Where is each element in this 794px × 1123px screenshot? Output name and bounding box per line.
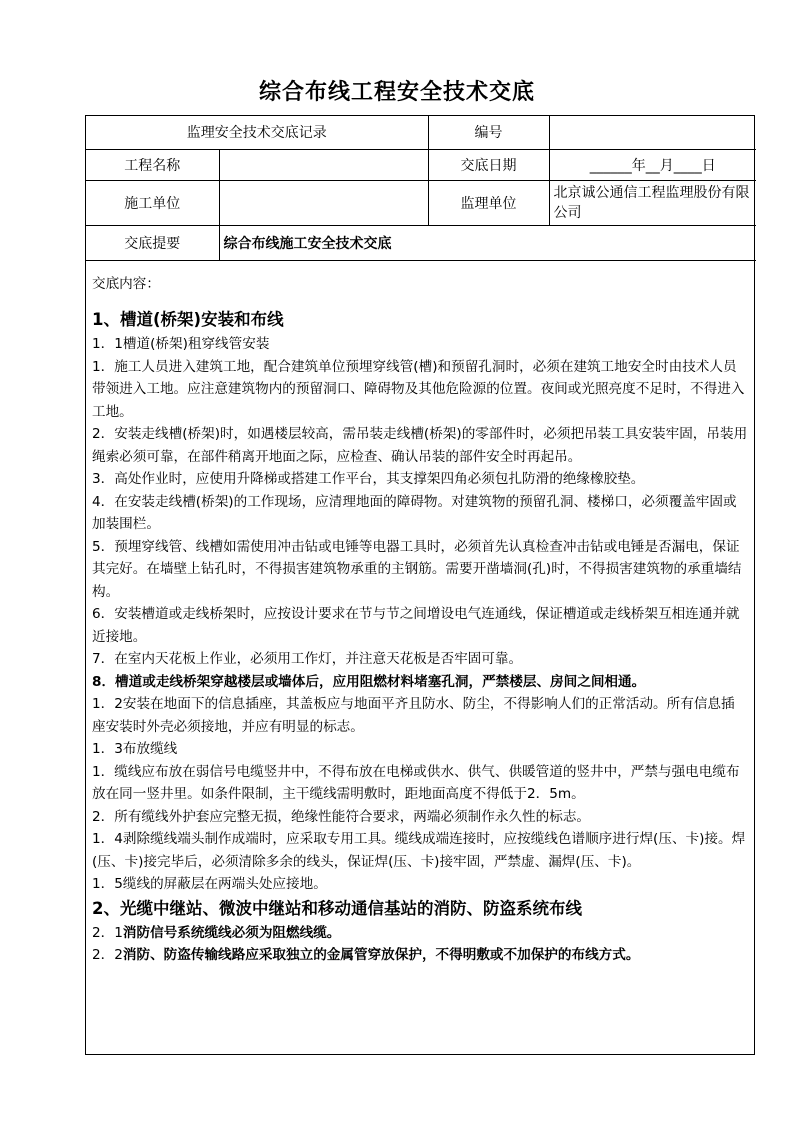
item-text-bold: 消防、防盗传输线路应采取独立的金属管穿放保护，不得明敷或不加保护的布线方式。: [122, 947, 640, 963]
item-number: 2．2: [92, 947, 123, 963]
section-heading-1: 1、槽道(桥架)安装和布线: [92, 310, 284, 329]
paragraph: 1．1槽道(桥架)租穿线管安装: [92, 336, 270, 352]
paragraph: 1．3布放缆线: [92, 741, 178, 757]
paragraph: 6．安装槽道或走线桥架时，应按设计要求在节与节之间增设电气连通线，保证槽道或走线桥架互相连通并就近接地。: [92, 606, 740, 645]
supervisor-label: 监理单位: [428, 180, 549, 225]
contractor-label: 施工单位: [86, 180, 219, 225]
paragraph: 7．在室内天花板上作业，必须用工作灯，并注意天花板是否牢固可靠。: [92, 651, 523, 667]
record-title: 监理安全技术交底记录: [86, 116, 428, 149]
paragraph: [92, 922, 748, 945]
document-title: 综合布线工程安全技术交底: [258, 80, 535, 105]
date-label: 交底日期: [428, 149, 549, 180]
paragraph: 1．缆线应布放在弱信号电缆竖井中，不得布放在电梯或供水、供气、供暖管道的竖井中，严禁与强电电缆布放在同一竖井里。如条件限制，主干缆线需明敷时，距地面高度不得低于2．5m。: [92, 763, 740, 802]
section-heading-2: 2、光缆中继站、微波中继站和移动通信基站的消防、防盗系统布线: [92, 898, 582, 918]
summary-field[interactable]: 综合布线施工安全技术交底: [219, 225, 756, 260]
item-text-bold: 消防信号系统缆线必须为阻燃线缆。: [122, 924, 341, 941]
header-table: [86, 116, 756, 261]
paragraph: 1．施工人员进入建筑工地，配合建筑单位预埋穿线管(槽)和预留孔洞时，必须在建筑工地安全时由技术人员带领进入工地。应注意建筑物内的预留洞口、障碍物及其他危险源的位置。夜间或光照亮度不足时，不得进入工地。: [92, 358, 745, 420]
paragraph: 4．在安装走线槽(桥架)的工作现场，应清理地面的障碍物。对建筑物的预留孔洞、楼梯口，必须覆盖牢固或加装围栏。: [92, 493, 737, 532]
paragraph-bold: 8．槽道或走线桥架穿越楼层或墙体后，应用阻燃材料堵塞孔洞，严禁楼层、房间之间相通。: [92, 673, 646, 690]
paragraph: 2．所有缆线外护套应完整无损，绝缘性能符合要求，两端必须制作永久性的标志。: [92, 808, 591, 825]
paragraph: [92, 944, 748, 967]
paragraph: 3．高处作业时，应使用升降梯或搭建工作平台，其支撑架四角必须包扎防滑的绝缘橡胶垫。: [92, 471, 645, 487]
item-number: 2．1: [92, 924, 123, 941]
record-form: [85, 115, 755, 1055]
paragraph: 1．5缆线的屏蔽层在两端头处应接地。: [92, 876, 327, 892]
paragraph: 1．2安装在地面下的信息插座，其盖板应与地面平齐且防水、防尘，不得影响人们的正常活动。所有信息插座安装时外壳必须接地，并应有明显的标志。: [92, 696, 735, 735]
summary-label: 交底提要: [86, 225, 219, 260]
content-intro-label: 交底内容：: [92, 275, 160, 292]
paragraph: 2．安装走线槽(桥架)时，如遇楼层较高，需吊装走线槽(桥架)的零部件时，必须把吊装工具安装牢固，吊装用绳索必须可靠，在部件稍离开地面之际，应检查、确认吊装的部件安全时再起吊。: [92, 426, 748, 465]
paragraph: 5．预埋穿线管、线槽如需使用冲击钻或电锤等电器工具时，必须首先认真检查冲击钻或电锤是否漏电，保证其完好。在墙壁上钻孔时，不得损害建筑物承重的主钢筋。需要开凿墙洞(孔)时，不得损害建筑物的承重墙结构。: [92, 538, 742, 600]
supervisor-field[interactable]: 北京诚公通信工程监理股份有限公司: [549, 180, 756, 225]
contractor-field[interactable]: [219, 180, 428, 225]
content-section: [86, 261, 754, 967]
paragraph: 1．4剥除缆线端头制作成端时，应采取专用工具。缆线成端连接时，应按缆线色谱顺序进行焊(压、卡)接。焊(压、卡)接完毕后，必须清除多余的线头，保证焊(压、卡)接牢固，严禁虚、漏焊(压、卡)。: [92, 831, 746, 870]
project-name-field[interactable]: [219, 149, 428, 180]
project-name-label: 工程名称: [86, 149, 219, 180]
number-field[interactable]: [549, 116, 756, 149]
date-field[interactable]: ______年__月____日: [549, 149, 756, 180]
number-label: 编号: [428, 116, 549, 149]
